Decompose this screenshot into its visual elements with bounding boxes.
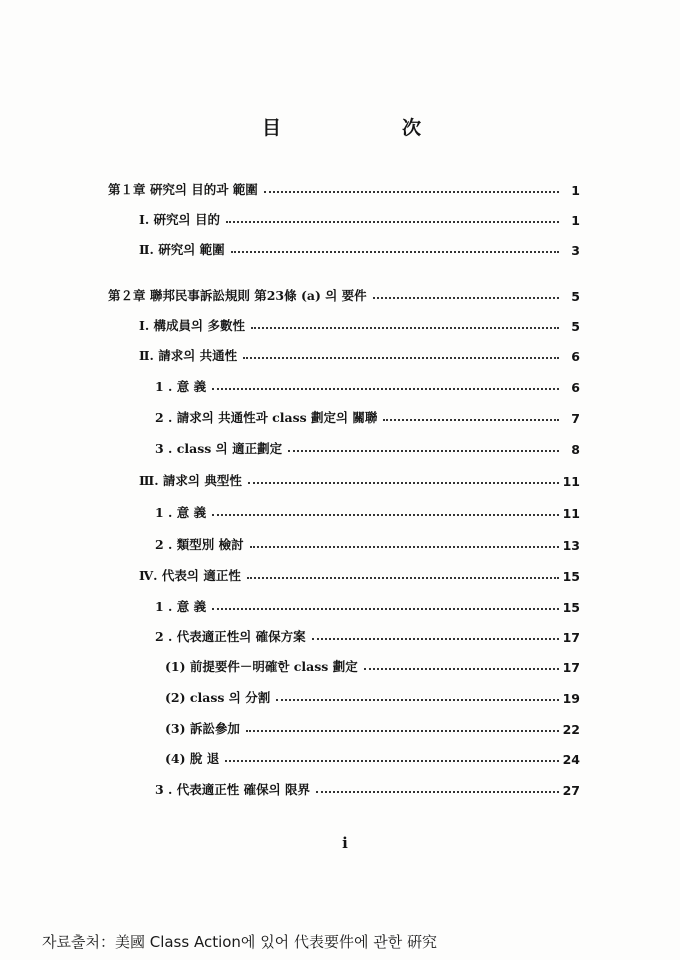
toc-entry <box>108 284 580 304</box>
toc-entry-label: 1 . 意 義 <box>155 505 207 520</box>
toc-leader-dots <box>312 638 559 640</box>
toc-leader-dots <box>276 699 559 701</box>
toc-entry-page: 13 <box>562 538 580 553</box>
toc-title-right: 次 <box>401 117 422 139</box>
toc-entry-page: 24 <box>562 752 580 767</box>
toc-entry <box>165 686 580 706</box>
toc-entry <box>155 437 580 457</box>
toc-leader-dots <box>225 760 559 762</box>
toc-entry-label: (1) 前提要件－明確한 class 劃定 <box>165 659 358 674</box>
toc-leader-dots <box>373 297 559 299</box>
toc-entry-label: 2 . 代表適正性의 確保方案 <box>155 629 306 644</box>
toc-entry-page: 6 <box>571 380 580 395</box>
toc-leader-dots <box>226 221 559 223</box>
toc-entry-page: 22 <box>562 722 580 737</box>
toc-leader-dots <box>212 388 559 390</box>
toc-entry-label: 1 . 意 義 <box>155 379 207 394</box>
toc-entry <box>108 178 580 198</box>
toc-entry <box>155 406 580 426</box>
toc-entry-page: 1 <box>571 183 580 198</box>
page-number: i <box>342 834 348 852</box>
toc-entry-label: 2 . 請求의 共通性과 class 劃定의 關聯 <box>155 410 378 425</box>
toc-entry <box>139 344 580 364</box>
toc-entry-page: 15 <box>562 600 580 615</box>
toc-leader-dots <box>212 608 559 610</box>
toc-entry-label: 第１章 硏究의 目的과 範圍 <box>108 182 258 197</box>
toc-entry-label: (4) 脫 退 <box>165 751 220 766</box>
toc-entry-page: 1 <box>571 213 580 228</box>
toc-leader-dots <box>246 730 559 732</box>
toc-leader-dots <box>212 514 559 516</box>
toc-entry-page: 17 <box>562 630 580 645</box>
toc-leader-dots <box>264 191 559 193</box>
toc-entry-label: (2) class 의 分割 <box>165 690 271 705</box>
toc-entry <box>139 564 580 584</box>
toc-leader-dots <box>288 450 559 452</box>
toc-entry-page: 5 <box>571 289 580 304</box>
toc-entry <box>165 717 580 737</box>
toc-entry-page: 27 <box>562 783 580 798</box>
toc-title <box>262 113 422 140</box>
toc-entry <box>139 238 580 258</box>
source-caption: 자료출처：美國 Class Action에 있어 代表要件에 관한 硏究 <box>42 933 437 951</box>
toc-entry-label: Ⅱ. 請求의 共通性 <box>139 348 238 363</box>
toc-entry-page: 6 <box>571 349 580 364</box>
toc-entry <box>165 747 580 767</box>
toc-entry <box>139 314 580 334</box>
toc-leader-dots <box>364 668 559 670</box>
toc-entry-page: 15 <box>562 569 580 584</box>
toc-entry-page: 3 <box>571 243 580 258</box>
toc-entry-page: 11 <box>562 474 580 489</box>
toc-entry <box>155 595 580 615</box>
toc-entry-label: 3 . class 의 適正劃定 <box>155 441 283 456</box>
toc-entry-page: 17 <box>562 660 580 675</box>
toc-entry-page: 19 <box>562 691 580 706</box>
toc-leader-dots <box>243 357 559 359</box>
toc-entry <box>139 208 580 228</box>
toc-entry-page: 5 <box>571 319 580 334</box>
toc-entry <box>155 625 580 645</box>
toc-leader-dots <box>250 546 559 548</box>
toc-leader-dots <box>383 419 559 421</box>
toc-leader-dots <box>248 482 559 484</box>
toc-leader-dots <box>247 577 559 579</box>
toc-leader-dots <box>231 251 559 253</box>
toc-entry <box>155 375 580 395</box>
toc-entry-label: Ⅱ. 硏究의 範圍 <box>139 242 225 257</box>
toc-entry <box>155 501 580 521</box>
toc-entry <box>155 533 580 553</box>
toc-entry <box>155 778 580 798</box>
toc-entry <box>165 655 580 675</box>
toc-entry-label: 3 . 代表適正性 確保의 限界 <box>155 782 311 797</box>
toc-leader-dots <box>316 791 559 793</box>
toc-entry-page: 11 <box>562 506 580 521</box>
toc-entry-page: 8 <box>571 442 580 457</box>
toc-entry-label: 2 . 類型別 檢討 <box>155 537 244 552</box>
toc-entry-label: Ⅰ. 構成員의 多數性 <box>139 318 245 333</box>
toc-entry-label: (3) 訴訟參加 <box>165 721 240 736</box>
toc-entry-label: Ⅲ. 請求의 典型性 <box>139 473 242 488</box>
toc-entry-label: Ⅳ. 代表의 適正性 <box>139 568 241 583</box>
toc-title-left: 目 <box>262 117 283 139</box>
toc-entry <box>139 469 580 489</box>
toc-leader-dots <box>251 327 559 329</box>
toc-entry-label: 第２章 聯邦民事訴訟規則 第23條 (a) 의 要件 <box>108 288 367 303</box>
toc-entry-label: Ⅰ. 硏究의 目的 <box>139 212 220 227</box>
toc-entry-page: 7 <box>571 411 580 426</box>
toc-entry-label: 1 . 意 義 <box>155 599 207 614</box>
